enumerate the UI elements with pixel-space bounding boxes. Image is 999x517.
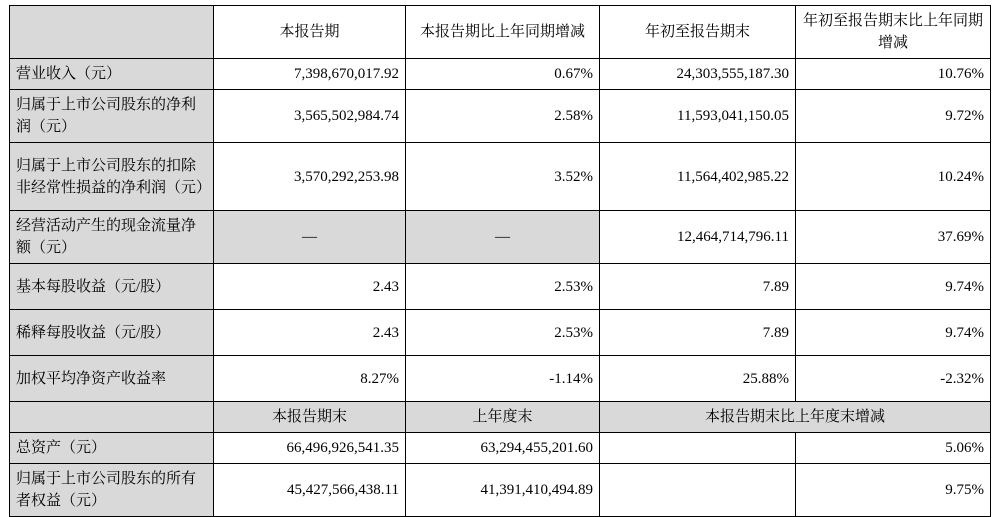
cell-operating-cashflow-current-yoy: —	[406, 211, 600, 264]
header-corner-cell	[10, 6, 214, 59]
cell-basic-eps-ytd-yoy: 9.74%	[796, 264, 991, 310]
table-row	[10, 90, 991, 143]
cell-roe-current: 8.27%	[214, 356, 406, 402]
cell-roe-ytd-yoy: -2.32%	[796, 356, 991, 402]
header2-cell-period-end: 本报告期末	[214, 402, 406, 433]
cell-total-assets-change: 5.06%	[796, 433, 991, 464]
header2-cell-last-year-end: 上年度末	[406, 402, 600, 433]
row-label-basic-eps: 基本每股收益（元/股）	[10, 264, 214, 310]
table-header-row-2	[10, 402, 991, 433]
header-cell-ytd-yoy: 年初至报告期末比上年同期增减	[796, 6, 991, 59]
header2-cell-change: 本报告期末比上年度末增减	[600, 402, 991, 433]
cell-diluted-eps-ytd-yoy: 9.74%	[796, 310, 991, 356]
table-row	[10, 310, 991, 356]
row-label-revenue: 营业收入（元）	[10, 59, 214, 90]
cell-net-profit-current-yoy: 2.58%	[406, 90, 600, 143]
table-row	[10, 143, 991, 211]
row-label-diluted-eps: 稀释每股收益（元/股）	[10, 310, 214, 356]
cell-total-assets-last-year-end: 63,294,455,201.60	[406, 433, 600, 464]
cell-roe-ytd: 25.88%	[600, 356, 796, 402]
cell-net-profit-deducted-ytd-yoy: 10.24%	[796, 143, 991, 211]
row-label-total-assets: 总资产（元）	[10, 433, 214, 464]
cell-revenue-current: 7,398,670,017.92	[214, 59, 406, 90]
header-cell-current-period-yoy: 本报告期比上年同期增减	[406, 6, 600, 59]
cell-revenue-current-yoy: 0.67%	[406, 59, 600, 90]
table-row	[10, 264, 991, 310]
cell-roe-current-yoy: -1.14%	[406, 356, 600, 402]
header2-corner-cell	[10, 402, 214, 433]
row-label-roe: 加权平均净资产收益率	[10, 356, 214, 402]
cell-equity-change: 9.75%	[796, 464, 991, 517]
cell-basic-eps-current-yoy: 2.53%	[406, 264, 600, 310]
cell-diluted-eps-current: 2.43	[214, 310, 406, 356]
row-label-operating-cashflow: 经营活动产生的现金流量净额（元）	[10, 211, 214, 264]
row-label-equity: 归属于上市公司股东的所有者权益（元）	[10, 464, 214, 517]
cell-basic-eps-current: 2.43	[214, 264, 406, 310]
row-label-net-profit: 归属于上市公司股东的净利润（元）	[10, 90, 214, 143]
cell-equity-period-end: 45,427,566,438.11	[214, 464, 406, 517]
cell-basic-eps-ytd: 7.89	[600, 264, 796, 310]
cell-operating-cashflow-current: —	[214, 211, 406, 264]
cell-net-profit-ytd: 11,593,041,150.05	[600, 90, 796, 143]
cell-net-profit-current: 3,565,502,984.74	[214, 90, 406, 143]
table-row	[10, 433, 991, 464]
table-row	[10, 464, 991, 517]
cell-net-profit-deducted-ytd: 11,564,402,985.22	[600, 143, 796, 211]
table-header-row	[10, 6, 991, 59]
cell-operating-cashflow-ytd: 12,464,714,796.11	[600, 211, 796, 264]
cell-revenue-ytd: 24,303,555,187.30	[600, 59, 796, 90]
financial-summary-sheet	[0, 5, 999, 509]
cell-diluted-eps-current-yoy: 2.53%	[406, 310, 600, 356]
financial-summary-table	[9, 5, 991, 517]
cell-net-profit-deducted-current-yoy: 3.52%	[406, 143, 600, 211]
table-row	[10, 211, 991, 264]
cell-revenue-ytd-yoy: 10.76%	[796, 59, 991, 90]
cell-equity-last-year-end: 41,391,410,494.89	[406, 464, 600, 517]
cell-net-profit-deducted-current: 3,570,292,253.98	[214, 143, 406, 211]
cell-operating-cashflow-ytd-yoy: 37.69%	[796, 211, 991, 264]
row-label-net-profit-deducted: 归属于上市公司股东的扣除非经常性损益的净利润（元）	[10, 143, 214, 211]
cell-net-profit-ytd-yoy: 9.72%	[796, 90, 991, 143]
table-row	[10, 356, 991, 402]
header-cell-ytd: 年初至报告期末	[600, 6, 796, 59]
cell-total-assets-change-blank	[600, 433, 796, 464]
table-row	[10, 59, 991, 90]
cell-diluted-eps-ytd: 7.89	[600, 310, 796, 356]
cell-total-assets-period-end: 66,496,926,541.35	[214, 433, 406, 464]
cell-equity-change-blank	[600, 464, 796, 517]
header-cell-current-period: 本报告期	[214, 6, 406, 59]
